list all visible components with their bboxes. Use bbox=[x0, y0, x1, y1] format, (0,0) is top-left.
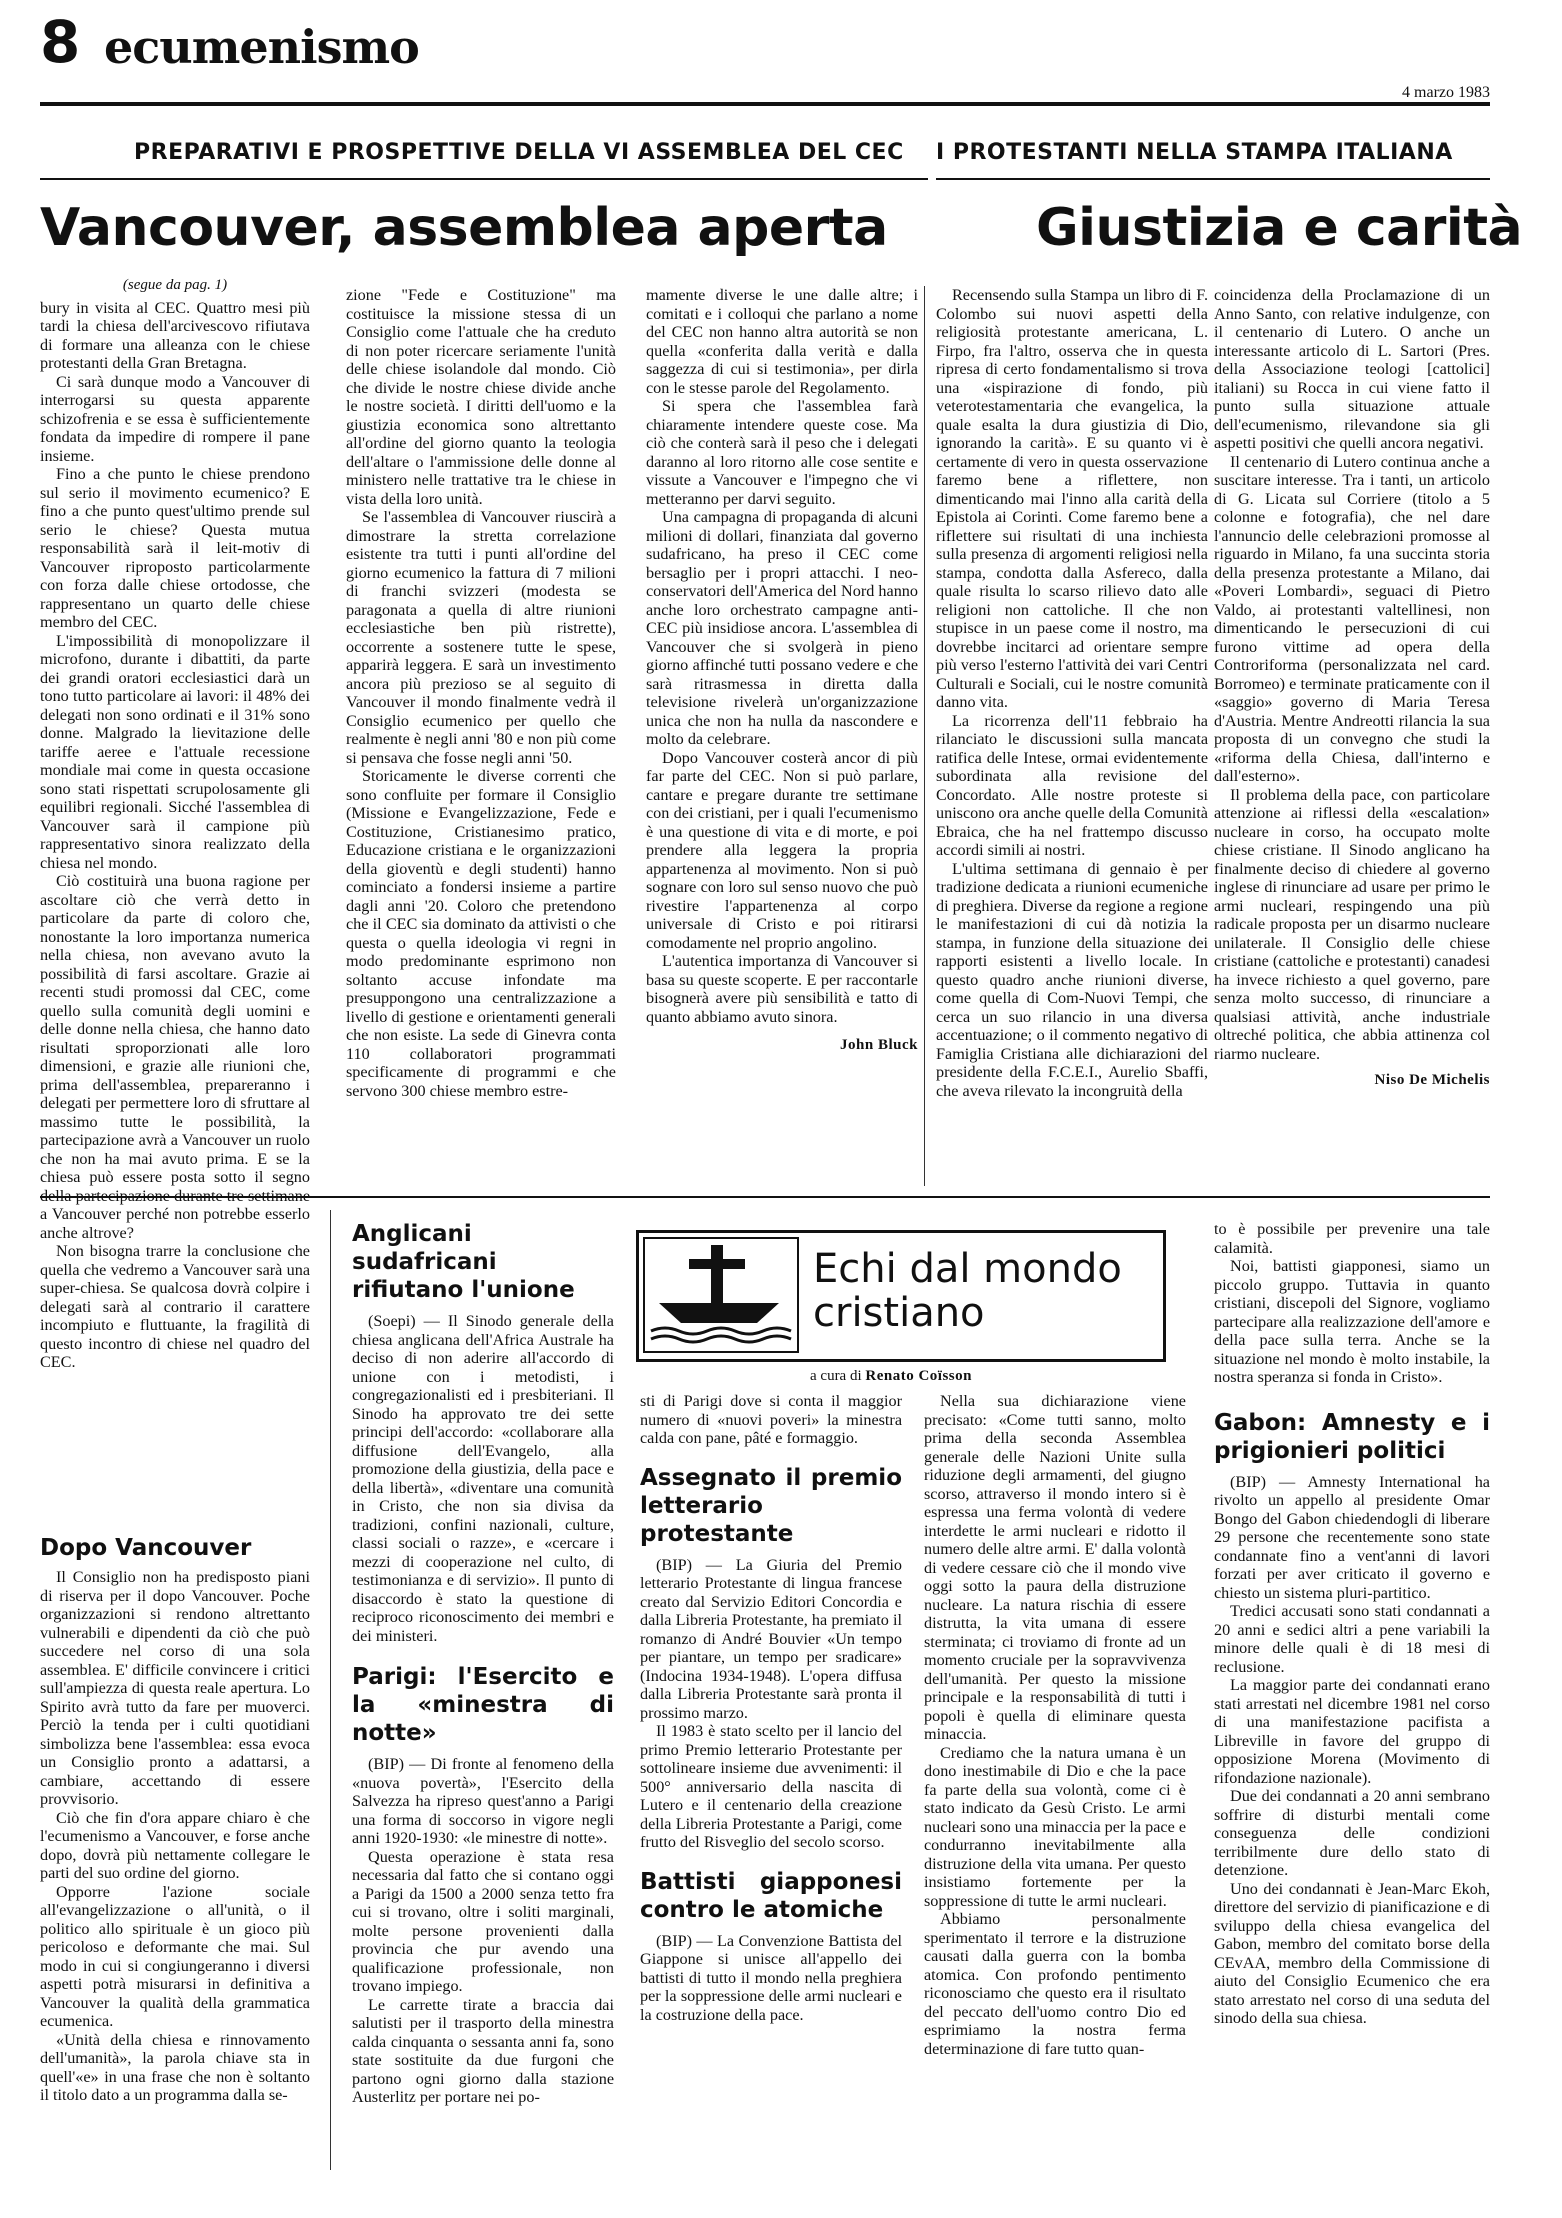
paragraph: Recensendo sulla Stampa un libro di F. Colombo sui nuovi aspetti della religiosità protestante americana, L. Firpo, fra l'altro, osserva che in questa ripresa di certo fondamentalismo si trova una «ispirazione di fondo, più veterotestamentaria che evangelica, la quale esalta la dura giustizia di Dio, ignorando la carità». E su quanto vi è certamente di vero in questa osservazione faremo bene a riflettere, non dimenticando mai l'inno alla carità della Epistola ai Corinti. Come faremo bene a riflettere sui risultati di una inchiesta sulla presenza di argomenti religiosi nella stampa, condotta dalla Asfereco, dalla quale risulta lo scarso rilievo dato alle religioni non cattoliche. Il che non stupisce in un paese come il nostro, ma dovrebbe incitarci ad orientare sempre più verso l'esterno l'attività dei vari Centri Culturali e Sociali, cui le nostre comunità danno vita. bbox=[936, 286, 1208, 711]
paragraph: Nella sua dichiarazione viene precisato: «Come tutti sanno, molto prima della seconda Assemblea generale delle Nazioni Unite sulla riduzione degli armamenti, del giugno scorso, attraverso il mondo intero si è espressa una ferma volontà di vedere interdette le armi nucleari e ridotto il numero delle altre armi. E' dalla volontà di vedere cessare ciò che il mondo vive oggi sotto la paura della distruzione nucleare. La natura rischia di essere distrutta, la vita umana di essere sterminata; ci troviamo di fronte ad un momento cruciale per la sopravvivenza dell'umanità. Per questo la missione principale e la responsabilità di tutti i popoli è quella di eliminare questa minaccia. bbox=[924, 1392, 1186, 1743]
cross-boat-icon bbox=[643, 1237, 799, 1353]
right-kicker-rule bbox=[936, 178, 1490, 180]
echi-col-a bbox=[352, 1220, 614, 2180]
paragraph: La ricorrenza dell'11 febbraio ha rilanciato le discussioni sulla mancata ratifica delle Intese, ormai evidentemente subordinata alla revisione del Concordato. Alle nostre proteste si uniscono ora anche quelle della Comunità Ebraica, che ha nel frattempo discusso accordi simili ai nostri. bbox=[936, 711, 1208, 859]
paragraph: Fino a che punto le chiese prendono sul serio il movimento ecumenico? E fino a che punto quest'ultimo prende sul serio le chiese? Questa mutua responsabilità sarà il leit-motiv di Vancouver riproposto particolarmente con forza dalle chiese ortodosse, che rappresentano un quarto delle chiese membro del CEC. bbox=[40, 465, 310, 631]
paragraph: (BIP) — La Giuria del Premio letterario Protestante di lingua francese creato dal Servizio Editori Concordia e dalla Libreria Protestante, ha premiato il romanzo di André Bouvier «Un tempo per piantare, un tempo per sradicare» (Indocina 1934-1948). L'opera diffusa dalla Libreria Protestante sarà pronta il prossimo marzo. bbox=[640, 1555, 902, 1722]
segue-note: (segue da pag. 1) bbox=[122, 277, 228, 293]
cura-credit bbox=[810, 1368, 972, 1385]
section-title: ecumenismo bbox=[104, 20, 419, 74]
left-signature: John Bluck bbox=[840, 1037, 918, 1053]
paragraph: L'autentica importanza di Vancouver si basa su queste scoperte. E per raccontarle bisognerà avere più sensibilità e tatto di quanto abbiamo avuto sinora. bbox=[646, 952, 918, 1026]
left-article-col2 bbox=[346, 286, 616, 1186]
page-number: 8 bbox=[40, 8, 81, 76]
echi-col-b bbox=[640, 1392, 902, 2182]
paragraph: Uno dei condannati è Jean-Marc Ekoh, direttore del servizio di pianificazione e di sviluppo della chiesa evangelica del Gabon, membro del comitato borse della CEvAA, membro della Commissione di aiuto del Consiglio Ecumenico che era stato arrestato nel corso di una seduta del sinodo della sua chiesa. bbox=[1214, 1879, 1490, 2027]
paragraph: bury in visita al CEC. Quattro mesi più tardi la chiesa dell'arcivescovo rifiutava di formare una alleanza con le chiese protestanti della Gran Bretagna. bbox=[40, 298, 310, 372]
paragraph: (BIP) — Amnesty International ha rivolto un appello al presidente Omar Bongo del Gabon chiedendogli di liberare 29 persone che recentemente sono state condannate fino a vent'anni di lavori forzati per aver criticato il governo e chiesto un sistema pluri-partitico. bbox=[1214, 1472, 1490, 1602]
left-kicker: PREPARATIVI E PROSPETTIVE DELLA VI ASSEMBLEA DEL CEC bbox=[134, 140, 904, 165]
paragraph: La maggior parte dei condannati erano stati arrestati nel dicembre 1981 nel corso di una manifestazione pacifista a Libreville in favore del gruppo di opposizione Morena (Movimento di rifondazione nazionale). bbox=[1214, 1676, 1490, 1787]
right-article-col2 bbox=[1214, 286, 1490, 1186]
parigi-title: Parigi: l'Esercito e la «minestra di notte» bbox=[352, 1664, 614, 1746]
paragraph: Ci sarà dunque modo a Vancouver di interrogarsi su questa apparente schizofrenia e se essa è sufficientemente fondata da impedire di rompere il pane insieme. bbox=[40, 372, 310, 465]
paragraph: Ciò che fin d'ora appare chiaro è che l'ecumenismo a Vancouver, e forse anche dopo, dovrà più nettamente collegare le parti del suo ordine del giorno. bbox=[40, 1808, 310, 1882]
paragraph: Se l'assemblea di Vancouver riuscirà a dimostrare la stretta correlazione esistente tra tutti i punti all'ordine del giorno ecumenico la fattura di 7 milioni di franchi svizzeri (modesta se paragonata a quella di altre riunioni ecclesiastiche ben più ristrette), occorrente a sostenere tutte le spese, apparirà leggera. E sarà un investimento ancora più prezioso se al seguito di Vancouver il mondo finalmente vedrà il Consiglio ecumenico per quello che realmente è negli anni '80 e non più come si pensava che fosse negli anni '50. bbox=[346, 508, 616, 767]
left-article-col1 bbox=[40, 276, 310, 1532]
paragraph: Una campagna di propaganda di alcuni milioni di dollari, finanziata dal governo sudafricano, ha preso il CEC come bersaglio per i propri attacchi. I neo-conservatori dell'America del Nord hanno anche loro orchestrato campagne anti-CEC più insidiose ancora. L'assemblea di Vancouver che si svolgerà in pieno giorno affinché tutti possano vedere e che sarà ritrasmessa in diretta dalla televisione rivelerà un'organizzazione unica che non ha nulla da nascondere e molto da celebrare. bbox=[646, 508, 918, 748]
paragraph: Noi, battisti giapponesi, siamo un piccolo gruppo. Tuttavia in quanto cristiani, discepoli del Signore, vogliamo partecipare alla realizzazione dell'amore e della pace sulla terra. Anche se la situazione nel mondo è molto instabile, la nostra speranza si fonda in Cristo». bbox=[1214, 1257, 1490, 1386]
paragraph: Le carrette tirate a braccia dai salutisti per il trasporto della minestra calda cinquanta o sessanta anni fa, sono state sostituite da due furgoni che partono ogni giorno dalla stazione Austerlitz per portare nei po- bbox=[352, 1995, 614, 2106]
cura-prefix: a cura di bbox=[810, 1368, 862, 1384]
paragraph: «Unità della chiesa e rinnovamento dell'umanità», la parola chiave sta in quell'«e» in una frase che non è soltanto il titolo dato a un programma dalla se- bbox=[40, 2030, 310, 2104]
paragraph: Non bisogna trarre la conclusione che quella che vedremo a Vancouver sarà una super-chiesa. Se qualcosa dovrà colpire i delegati sarà al contrario il carattere incompiuto e fluttuante, la fragilità di questo incontro di chiese nel quadro del CEC. bbox=[40, 1242, 310, 1371]
echi-title-line2: cristiano bbox=[813, 1290, 985, 1336]
right-article-col1 bbox=[936, 286, 1208, 1186]
paragraph: Si spera che l'assemblea farà chiaramente intendere queste cose. Ma ciò che conterà sarà il peso che i delegati daranno al loro ritorno alle cose sentite e vissute a Vancouver e l'impegno che vi metteranno per darvi seguito. bbox=[646, 397, 918, 508]
paragraph: Abbiamo personalmente sperimentato il terrore e la distruzione causati dalla guerra con la bomba atomica. Con profondo pentimento riconosciamo che questo era il risultato del peccato dell'uomo contro Dio ed esprimiamo la nostra ferma determinazione di fare tutto quan- bbox=[924, 1910, 1186, 2058]
paragraph: L'impossibilità di monopolizzare il microfono, durante i dibattiti, da parte dei grandi oratori ecclesiastici darà un tono tutto particolare ai lavori: il 48% dei delegati non sono ordinati e il 31% sono donne. Malgrado la lievitazione delle tariffe aeree e l'attuale recessione mondiale mai come in questa occasione sono stati rispettati scrupolosamente gli equilibri regionali. Sicché l'assemblea di Vancouver sarà il campione più rappresentativo sinora realizzato della chiesa nel mondo. bbox=[40, 631, 310, 872]
echi-logo-box bbox=[636, 1230, 1166, 1362]
paragraph: Opporre l'azione sociale all'evangelizzazione o all'unità, o il politico allo spirituale è un gioco più pericoloso e deformante che mai. Sul modo in cui si congiungeranno i diversi aspetti potrà misurarsi in definitiva a Vancouver la qualità della grammatica ecumenica. bbox=[40, 1882, 310, 2030]
premio-title: Assegnato il premio letterario protestante bbox=[640, 1464, 902, 1547]
paragraph: Questa operazione è stata resa necessaria dal fatto che si contano oggi a Parigi da 1500 a 2000 senza tetto fra cui si trovano, oltre i soliti marginali, molte persone provenienti dalla provincia che pur avendo una qualificazione professionale, non trovano impiego. bbox=[352, 1847, 614, 1995]
paragraph: (Soepi) — Il Sinodo generale della chiesa anglicana dell'Africa Australe ha deciso di non aderire all'accordo di unione con i metodisti, i congregazionalisti ed i presbiteriani. Il Sinodo ha approvato tre dei sette principi dell'accordo: «collaborare alla diffusione dell'Evangelo, alla promozione della giustizia, della pace e della libertà», «diventare una comunità in Cristo, che non sia divisa da tradizioni, confini nazionali, culture, classi sociali o razze», e «cercare i mezzi di cooperazione nel culto, di testimonianza e di servizio». Il punto di disaccordo è stato la questione di reciproco riconoscimento dei membri e dei ministeri. bbox=[352, 1312, 614, 1645]
left-kicker-rule bbox=[40, 178, 928, 180]
right-headline: Giustizia e carità bbox=[1036, 198, 1523, 258]
echi-col-c bbox=[924, 1392, 1186, 2182]
paragraph: zione "Fede e Costituzione" ma costituisce la missione stessa di un Consiglio come l'attuale che ha creduto di non poter ricercare seriamente l'unità delle chiese isolandole dal mondo. Ciò che divide le nostre chiese divide anche le nostre società. I diritti dell'uomo e la giustizia economica sono altrettanto all'ordine del giorno quanto la teologia dell'altare o l'ammissione delle donne al ministero nelle trattative tra le chiese in vista della loro unità. bbox=[346, 286, 616, 508]
battisti-title: Battisti giapponesi contro le atomiche bbox=[640, 1868, 902, 1923]
paragraph: L'ultima settimana di gennaio è per tradizione dedicata a riunioni ecumeniche di preghiera. Diverse da regione a regione le manifestazioni di cui dà notizia la stampa, in funzione della situazione dei rapporti esistenti a livello locale. In questo quadro anche riunioni diverse, come quella di Com-Nuovi Tempi, che cerca un suo rilancio in una diversa accentuazione; o il commento negativo di Famiglia Cristiana alle dichiarazioni del presidente della F.C.E.I., Aurelio Sbaffi, che aveva rilevato la incongruità della bbox=[936, 859, 1208, 1100]
paragraph: mamente diverse le une dalle altre; i comitati e i colloqui che parlano a nome del CEC non hanno altra autorità se non quella «conferita dalla verità e dalla saggezza di cui si testimonia», per dirla con le stesse parole del Regolamento. bbox=[646, 286, 918, 397]
paragraph: (BIP) — La Convenzione Battista del Giappone si unisce all'appello dei battisti di tutto il mondo nella preghiera per la soppressione delle armi nucleari e la costruzione della pace. bbox=[640, 1931, 902, 2024]
section-divider bbox=[40, 1196, 1490, 1198]
left-article-col3 bbox=[646, 286, 918, 1186]
paragraph: Due dei condannati a 20 anni sembrano soffrire di disturbi mentali come conseguenza delle condizioni terribilmente dure dello stato di detenzione. bbox=[1214, 1787, 1490, 1879]
paragraph: Il Consiglio non ha predisposto piani di riserva per il dopo Vancouver. Poche organizzazioni si rendono altrettanto vulnerabili e dipendenti da ciò che può succedere nel corso di una sola assemblea. E' difficile convincere i critici sull'ampiezza di questa reale apertura. Lo Spirito avrà tutto da fare per muoverci. Perciò la tenda per i culti quotidiani simbolizza bene l'assemblea: essa evoca un Consiglio pronto a adattarsi, a cambiare, accettando di essere provvisorio. bbox=[40, 1568, 310, 1808]
right-kicker: I PROTESTANTI NELLA STAMPA ITALIANA bbox=[936, 140, 1453, 165]
paragraph: Dopo Vancouver costerà ancor di più far parte del CEC. Non si può parlare, cantare e pregare durante tre settimane con dei cristiani, per i quali l'ecumenismo è una questione di vita e di morte, e poi prendere alla leggera la propria appartenenza al movimento. Non si può sognare con loro sul senso nuovo che può rivestire l'appartenenza al corpo universale di Cristo e poi ritirarsi comodamente nel proprio angolino. bbox=[646, 748, 918, 952]
paragraph: Ciò costituirà una buona ragione per ascoltare ciò che verrà detto in particolare da parte di coloro che, nonostante la loro importanza numerica nella chiesa, non avevano avuto la possibilità di farsi ascoltare. Grazie ai recenti studi promossi dal CEC, come quello sulla comunità degli uomini e delle donne nella chiesa, che hanno dato risultati sproporzionati alle loro dimensioni, e grazie alle riunioni che, prima dell'assemblea, prepareranno i delegati per permettere loro di sfruttare al massimo tutte le possibilità, la partecipazione avrà a Vancouver un ruolo che non ha mai avuto prima. E se la chiesa può essere posta sotto il segno a Vancouver perché non potrebbe esserlo anche altrove? bbox=[40, 872, 310, 1242]
paragraph: Il problema della pace, con particolare attenzione ai riflessi della «escalation» nucleare in corso, ha occupato molte chiese cristiane. Il Sinodo anglicano ha finalmente deciso di chiedere al governo inglese di rinunciare ad usare per primo le armi nucleari, respingendo una più radicale proposta per un disarmo nucleare unilaterale. Il Consiglio delle chiese cristiane (cattoliche e protestanti) canadesi ha invece richiesto a quel governo, pare senza molto successo, di rinunciare a qualsiasi attività, anche industriale oltreché politica, che abbia attinenza col riarmo nucleare. bbox=[1214, 785, 1490, 1063]
left-headline: Vancouver, assemblea aperta bbox=[40, 198, 888, 258]
gabon-title: Gabon: Amnesty e i prigionieri politici bbox=[1214, 1409, 1490, 1464]
paragraph: (BIP) — Di fronte al fenomeno della «nuova povertà», l'Esercito della Salvezza ha ripreso quest'anno a Parigi una forma di soccorso in vigore negli anni 1920-1930: «le minestre di notte». bbox=[352, 1755, 614, 1847]
right-signature: Niso De Michelis bbox=[1374, 1072, 1490, 1088]
paragraph: to è possibile per prevenire una tale calamità. bbox=[1214, 1220, 1490, 1257]
masthead-rule bbox=[40, 102, 1490, 106]
paragraph: coincidenza della Proclamazione di un Anno Santo, con relative indulgenze, con il centenario di Lutero. O anche un interessante articolo di L. Sartori (Pres. della Associazione teologi [cattolici] italiani) su Rocca in cui viene fatto il punto sulla situazione attuale dell'ecumenismo, rilevandone sia gli aspetti positivi che quelli ancora negativi. bbox=[1214, 286, 1490, 452]
paragraph: sti di Parigi dove si conta il maggior numero di «nuovi poveri» la minestra calda con pane, pâté e formaggio. bbox=[640, 1392, 902, 1447]
column-divider bbox=[330, 1210, 331, 2170]
article-divider bbox=[924, 286, 925, 1186]
cura-name: Renato Coïsson bbox=[865, 1368, 972, 1384]
echi-title bbox=[813, 1247, 1122, 1335]
echi-title-line1: Echi dal mondo bbox=[813, 1246, 1122, 1292]
issue-date: 4 marzo 1983 bbox=[1402, 84, 1490, 101]
paragraph: Storicamente le diverse correnti che sono confluite per formare il Consiglio (Missione e Evangelizzazione, Fede e Costituzione, Cristianesimo pratico, Educazione cristiana e le organizzazioni della gioventù e degli studenti) hanno cominciato a fondersi insieme a partire dagli anni '20. Coloro che pretendono che il CEC sia dominato da attivisti o che questa o quella ideologia vi regni in modo predominante esprimono non soltanto accuse infondate ma presuppongono una centralizzazione a livello di gestione e orientamenti generali che non esiste. La sede di Ginevra conta 110 collaboratori programmati specificamente di programmi e che servono 300 chiese membro estre- bbox=[346, 767, 616, 1100]
paragraph: Il centenario di Lutero continua anche a suscitare interesse. Tra i tanti, un articolo di G. Licata sul Corriere (titolo a 5 colonne e fotografia), che nel dare l'annuncio delle celebrazioni promosse al riguardo in Milano, fa una succinta storia della presenza protestante a Milano, dai «Poveri Lombardi», seguaci di Pietro Valdo, ai protestanti valtellinesi, non dimenticando le persecuzioni di cui furono vittime ad opera della Controriforma (personalizzata nel card. Borromeo) e terminate praticamente con il «saggio» governo di Maria Teresa d'Austria. Mentre Andreotti rilancia la sua proposta di un convegno che studi la «riforma della Chiesa, dall'interno e dall'esterno». bbox=[1214, 452, 1490, 785]
anglicani-title: Anglicani sudafricani rifiutano l'unione bbox=[352, 1221, 575, 1303]
paragraph: Tredici accusati sono stati condannati a 20 anni e sedici altri a pene variabili la minore delle quali è di 18 mesi di reclusione. bbox=[1214, 1602, 1490, 1676]
paragraph: Crediamo che la natura umana è un dono inestimabile di Dio e che la pace fa parte della sua volontà, come ci è stato indicato da Gesù Cristo. Le armi nucleari sono una minaccia per la pace e condurranno inevitabilmente alla distruzione della vita umana. Per questo insistiamo fortemente per la soppressione di tutte le armi nucleari. bbox=[924, 1743, 1186, 1910]
echi-col-d bbox=[1214, 1220, 1490, 2180]
paragraph: Il 1983 è stato scelto per il lancio del primo Premio letterario Protestante per sottolineare insieme due avvenimenti: il 500° anniversario della nascita di Lutero e il centenario della creazione della Libreria Protestante a Parigi, come frutto del Risveglio del secolo scorso. bbox=[640, 1722, 902, 1851]
dopo-vancouver-title: Dopo Vancouver bbox=[40, 1535, 252, 1561]
dopo-vancouver-section bbox=[40, 1530, 310, 2180]
